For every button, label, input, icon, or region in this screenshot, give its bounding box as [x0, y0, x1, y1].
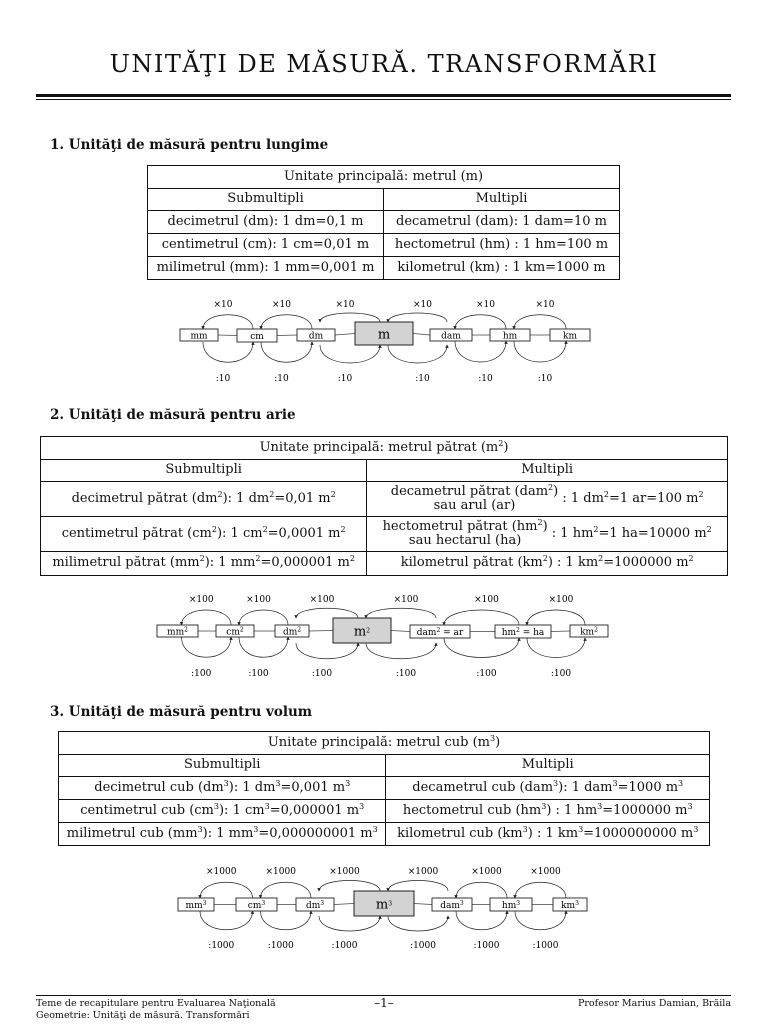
divide-arc [200, 911, 253, 930]
multiple-name: hectometrul pătrat $(hm^2)$ [382, 517, 548, 534]
submultiples-header: Submultipli [59, 755, 386, 777]
area-table [40, 436, 728, 576]
divide-arc [261, 911, 312, 930]
divide-label: :1000 [532, 941, 559, 951]
submultiple-cell: decimetrul (dm): 1 dm=0,1 m [148, 211, 384, 234]
unit-label: $cm^2$ [226, 626, 244, 638]
multiply-arc [515, 882, 566, 898]
connector-line [277, 335, 297, 336]
unit-label: dm [308, 331, 324, 342]
divide-label: :10 [478, 374, 493, 384]
multiply-arc [203, 315, 253, 329]
multiply-arc [456, 882, 507, 898]
unit-label: dam [441, 331, 461, 342]
multiple-alias: sau hectarul (ha) [408, 533, 522, 548]
unit-label: cm [250, 332, 264, 342]
title-rule-thick [36, 94, 731, 97]
multiply-arc [200, 882, 253, 898]
submultiples-header: Submultipli [41, 460, 367, 482]
divide-label: :10 [537, 374, 553, 384]
divide-arc [319, 916, 380, 931]
submultiple-cell: decimetrul pătrat $(dm^2)$: 1 $dm^2=0,01$ $m^2$ [41, 482, 367, 517]
unit-label: hm [502, 331, 518, 342]
connector-line [414, 904, 432, 905]
multiples-header: Multipli [386, 755, 710, 777]
multiply-label: ×100 [548, 595, 574, 605]
title-rule-thin [36, 99, 731, 100]
multiply-arc [320, 313, 380, 322]
multiply-label: ×10 [476, 300, 495, 310]
divide-label: :100 [550, 669, 572, 679]
unit-label: $cm^3$ [247, 900, 266, 911]
multiply-label: ×1000 [265, 867, 296, 877]
multiply-label: ×1000 [407, 867, 439, 877]
multiply-label: ×10 [535, 300, 555, 310]
divide-arc [296, 643, 358, 659]
unit-label: dam$^3$ [440, 900, 464, 911]
length-conversion-diagram [0, 295, 768, 390]
divide-label: :1000 [473, 941, 500, 951]
connector-line [551, 631, 570, 632]
multiply-arc [388, 881, 448, 892]
multiply-arc [296, 608, 358, 618]
multiple-cell: decametrul cub (dam$^3$): 1 dam$^3$=1000 $m^3$ [386, 777, 710, 800]
divide-label: :10 [337, 374, 353, 384]
divide-arc [320, 345, 380, 363]
divide-label: :100 [311, 669, 333, 679]
multiply-label: ×100 [246, 595, 271, 605]
multiples-header: Multipli [367, 460, 728, 482]
unit-label: $m^2$ [353, 624, 371, 640]
multiply-label: ×1000 [206, 867, 237, 877]
footer-course: Teme de recapitulare pentru Evaluarea Naţională [36, 998, 276, 1009]
divide-label: :10 [215, 374, 231, 384]
divide-label: :1000 [267, 941, 294, 951]
multiply-arc [366, 608, 436, 618]
area-conversion-diagram [0, 590, 768, 685]
multiple-equivalence: : 1 $hm^2=1$ ha=10000 $m^2$ [551, 524, 712, 541]
divide-label: :100 [476, 669, 497, 679]
divide-label: :1000 [208, 941, 235, 951]
divide-label: :10 [274, 374, 289, 384]
divide-arc [527, 638, 585, 658]
multiply-label: ×1000 [329, 867, 360, 877]
multiply-label: ×10 [213, 300, 233, 310]
multiply-label: ×100 [309, 595, 335, 605]
divide-arc [515, 911, 566, 930]
divide-arc [455, 341, 506, 362]
unit-label: $hm^3$ [501, 900, 521, 911]
section-heading-volume: 3. Unităţi de măsură pentru volum [50, 704, 313, 720]
main-unit: Unitate principală: metrul cub $(m^3)$ [59, 732, 710, 755]
unit-label: $hm^2$ = ha [501, 627, 545, 638]
divide-arc [514, 341, 566, 362]
multiple-cell: kilometrul (km) : 1 km=1000 m [384, 257, 620, 280]
multiply-label: ×100 [474, 595, 499, 605]
multiply-label: ×10 [335, 300, 355, 310]
connector-line [218, 335, 237, 336]
divide-arc [388, 345, 447, 363]
section-heading-area: 2. Unităţi de măsură pentru arie [50, 407, 296, 423]
submultiple-cell: milimetrul cub $(mm^3)$: 1 $mm^3=0,000000001$ $m^3$ [59, 823, 386, 846]
multiply-label: ×100 [393, 595, 419, 605]
multiple-cell [367, 482, 728, 517]
divide-arc [239, 637, 288, 657]
divide-label: :100 [248, 669, 269, 679]
multiple-cell: hectometrul cub $(hm^3)$ : 1 $hm^3=1000000$ $m^3$ [386, 800, 710, 823]
multiply-arc [527, 610, 585, 625]
multiply-arc [239, 610, 288, 625]
multiply-arc [319, 881, 380, 892]
unit-label: $m^3$ [375, 897, 393, 913]
footer-left [36, 998, 276, 1022]
divide-label: :1000 [331, 941, 358, 951]
unit-label: $dm^3$ [305, 900, 325, 911]
divide-arc [203, 342, 253, 362]
submultiple-cell: centimetrul (cm): 1 cm=0,01 m [148, 234, 384, 257]
multiply-arc [182, 610, 232, 625]
multiply-arc [514, 315, 566, 329]
connector-line [334, 904, 354, 905]
unit-label: $km^2$ [580, 626, 598, 638]
footer-topic: Geometrie: Unităţi de măsură. Transformări [36, 1009, 250, 1021]
length-table [147, 165, 620, 280]
connector-line [391, 631, 410, 632]
multiply-label: ×1000 [530, 867, 561, 877]
divide-arc [366, 643, 436, 659]
divide-arc [182, 637, 232, 657]
multiple-cell: kilometrul cub $(km^3)$ : 1 $km^3=1000000000$ $m^3$ [386, 823, 710, 846]
unit-label: mm [190, 331, 208, 342]
footer-author: Profesor Marius Damian, Brăila [577, 998, 731, 1009]
multiples-header: Multipli [384, 189, 620, 211]
multiply-arc [261, 315, 312, 329]
divide-arc [456, 911, 507, 930]
connector-line [413, 334, 430, 336]
divide-label: :1000 [410, 941, 436, 951]
submultiple-cell: decimetrul cub $(dm^3)$: 1 $dm^3=0,001$ $m^3$ [59, 777, 386, 800]
divide-label: :10 [415, 374, 430, 384]
multiply-label: ×10 [413, 300, 432, 310]
page-title: UNITĂŢI DE MĂSURĂ. TRANSFORMĂRI [109, 50, 659, 78]
unit-label: $mm^3$ [185, 900, 207, 911]
multiply-label: ×100 [188, 595, 214, 605]
divide-arc [388, 916, 448, 931]
unit-label: km [563, 331, 577, 342]
multiply-arc [388, 313, 447, 322]
connector-line [309, 631, 333, 632]
multiple-cell [367, 517, 728, 552]
divide-arc [261, 342, 312, 362]
multiple-equivalence: : 1 $dm^2=1$ ar=100 $m^2$ [562, 489, 704, 506]
volume-conversion-diagram [0, 862, 768, 957]
unit-label: $mm^2$ [167, 626, 188, 638]
connector-line [335, 334, 355, 336]
multiply-label: ×10 [272, 300, 291, 310]
multiple-cell: kilometrul pătrat $(km^2)$ : 1 $km^2=1000000$ $m^2$ [367, 552, 728, 576]
multiply-arc [455, 315, 506, 329]
divide-label: :100 [191, 669, 212, 679]
unit-label: m [377, 327, 391, 343]
main-unit: Unitate principală: metrul pătrat $(m^2)$ [41, 437, 728, 460]
submultiples-header: Submultipli [148, 189, 384, 211]
submultiple-cell: milimetrul pătrat $(mm^2)$: 1 $mm^2=0,000001$ $m^2$ [41, 552, 367, 576]
submultiple-cell: milimetrul (mm): 1 mm=0,001 m [148, 257, 384, 280]
submultiple-cell: centimetrul pătrat $(cm^2)$: 1 $cm^2=0,0001$ $m^2$ [41, 517, 367, 552]
multiply-label: ×1000 [471, 867, 502, 877]
page-number: –1– [374, 996, 394, 1010]
main-unit: Unitate principală: metrul (m) [148, 166, 620, 189]
multiple-name: decametrul pătrat (dam$^2$) [390, 482, 559, 499]
volume-table [58, 731, 710, 846]
multiple-cell: decametrul (dam): 1 dam=10 m [384, 211, 620, 234]
unit-label: dam$^2$ = ar [416, 627, 464, 638]
multiple-alias: sau arul (ar) [433, 498, 516, 513]
submultiple-cell: centimetrul cub $(cm^3)$: 1 $cm^3=0,000001$ $m^3$ [59, 800, 386, 823]
multiple-cell: hectometrul (hm) : 1 hm=100 m [384, 234, 620, 257]
multiply-arc [444, 610, 519, 625]
section-heading-length: 1. Unităţi de măsură pentru lungime [50, 137, 329, 153]
multiply-arc [261, 882, 312, 898]
unit-label: $dm^2$ [282, 626, 302, 638]
divide-label: :100 [395, 669, 417, 679]
unit-label: $km^3$ [561, 900, 579, 911]
divide-arc [444, 638, 519, 658]
